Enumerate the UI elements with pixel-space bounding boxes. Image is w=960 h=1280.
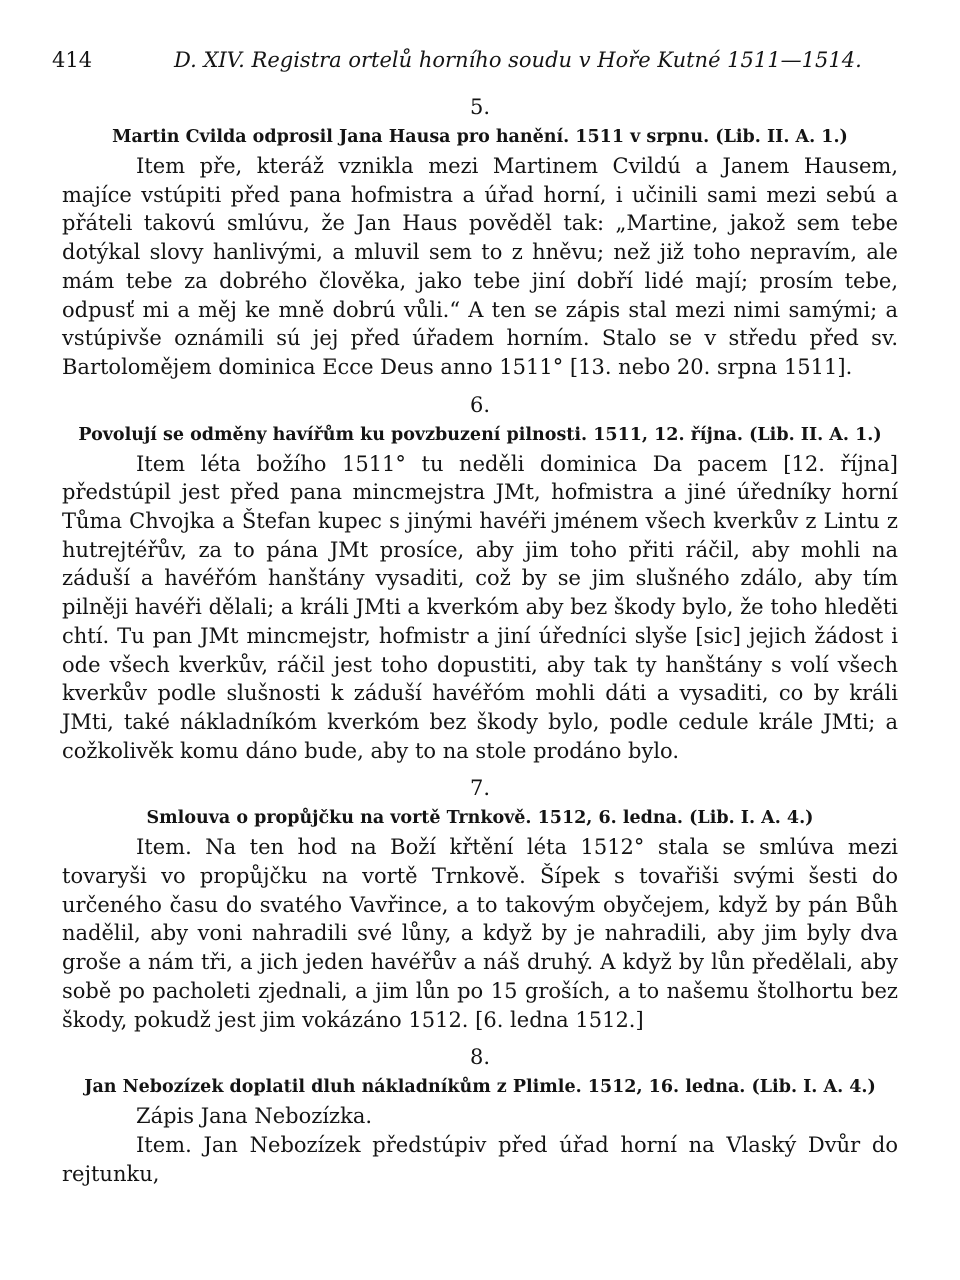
section-paragraph: Item léta božího 1511° tu neděli dominica Da pacem [12. října] předstúpil jest před pana mincmejstra JMt, hofmistra a jiné úředníky horní Tůma Chvojka a Štefan kupec s jinými havéři jménem všech kverkův z Lintu z hutrejtéřův, za to pána JMt prosíce, aby jim toho přiti ráčil, aby mohli na záduší a havéřóm hanštány vysaditi, což by se jim slušného zdálo, aby tím pilněji havéři dělali; a králi JMti a kverkóm aby bez škody bylo, že toho hleděti chtí. Tu pan JMt mincmejstr, hofmistr a jiní úředníci slyše [sic] jejich žádost i ode všech kverkův, ráčil jest toho dopustiti, aby tak ty hanštány s volí všech kverkův podle slušnosti k záduší havéřóm mohli dáti a vysaditi, co by králi JMti, také nákladníkóm kverkóm bez škody bylo, podle cedule krále JMti; a cožkolivěk komu dáno bude, aby to na stole prodáno bylo. bbox=[62, 451, 898, 763]
section-number: 7. bbox=[469, 776, 491, 801]
section-paragraph: Zápis Jana Nebozízka. bbox=[136, 1104, 373, 1129]
section-paragraph: Item. Na ten hod na Boží křtění léta 1512° stala se smlúva mezi tovaryši vo propůjčku na vortě Trnkově. Šípek s tovařiši svými šesti do určeného času do svatého Vavřince, a to takovým obyčejem, když by pán Bůh nadělil, aby voni nahradili své lůny, a když by je nahradili, aby jim byly dva groše a nám tři, a jich jeden havéřův a náš druhý. A když by lůn předělali, aby sobě po pacholeti zjednali, a jim lůn po 15 groších, a to našemu štolhortu bez škody, pokudž jest jim vokázáno 1512. [6. ledna 1512.] bbox=[62, 835, 898, 1032]
section-6 bbox=[62, 390, 898, 766]
section-heading: Smlouva o propůjčku na vortě Trnkově. 1512, 6. ledna. (Lib. I. A. 4.) bbox=[146, 808, 814, 829]
section-8 bbox=[62, 1042, 898, 1188]
section-number: 8. bbox=[469, 1045, 491, 1070]
section-number: 5. bbox=[469, 95, 491, 119]
section-heading: Martin Cvilda odprosil Jana Hausa pro hanění. 1511 v srpnu. (Lib. II. A. 1.) bbox=[112, 127, 848, 147]
document-body bbox=[62, 92, 898, 1188]
section-paragraph: Item. Jan Nebozízek předstúpiv před úřad horní na Vlaský Dvůr do rejtunku, bbox=[62, 1132, 898, 1186]
section-paragraph: Item pře, kteráž vznikla mezi Martinem Cvildú a Janem Hausem, majíce vstúpiti před pana hofmistra a úřad horní, i učinili sami mezi sebú a přáteli takovú smlúvu, že Jan Haus pověděl tak: „Martine, jakož sem tebe dotýkal slovy hanlivými, a mluvil sem to z hněvu; než již toho nepravím, ale mám tebe za dobrého člověka, jako tebe jiní dobří lidé mají; prosím tebe, odpusť mi a měj ke mně dobrú vůli.“ A ten se zápis stal mezi nimi samými; a vstúpivše oznámili sú jej před úřadem horním. Stalo se v středu před sv. Bartolomějem dominica Ecce Deus anno 1511° [13. nebo 20. srpna 1511]. bbox=[62, 154, 898, 379]
page-number: 414 bbox=[52, 48, 93, 72]
running-title: D. XIV. Registra ortelů horního soudu v Hoře Kutné 1511—1514. bbox=[174, 48, 862, 72]
section-heading: Povolují se odměny havířům ku povzbuzení pilnosti. 1511, 12. října. (Lib. II. A. 1.) bbox=[78, 424, 882, 445]
section-7 bbox=[62, 773, 898, 1034]
running-head bbox=[52, 44, 902, 76]
section-heading: Jan Nebozízek doplatil dluh nákladníkům z Plimle. 1512, 16. ledna. (Lib. I. A. 4.) bbox=[84, 1077, 876, 1098]
section-5 bbox=[62, 92, 898, 382]
section-number: 6. bbox=[469, 392, 491, 417]
